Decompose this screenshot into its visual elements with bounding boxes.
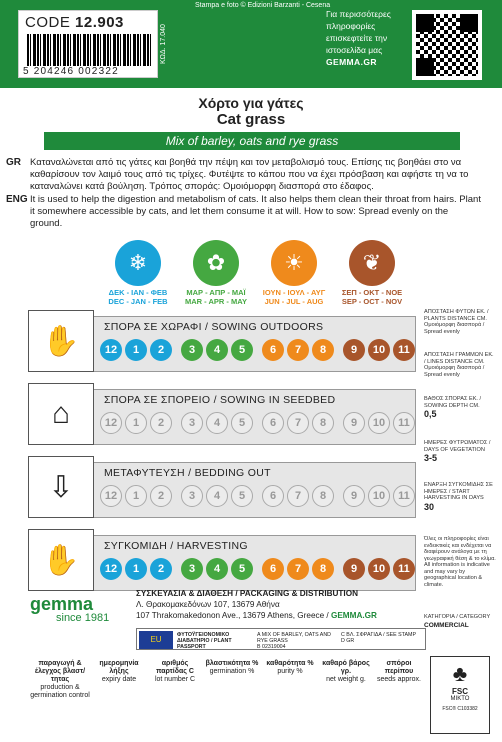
fsc-badge: ♣ FSC ΜΙΚΤΟ FSC® C103382 <box>430 656 490 734</box>
month-circle: 3 <box>181 485 203 507</box>
flower-icon: ✿ <box>193 240 239 286</box>
row-title: ΣΠΟΡΑ ΣΕ ΧΩΡΑΦΙ / SOWING OUTDOORS <box>104 321 324 333</box>
month-circle: 8 <box>312 558 334 580</box>
season-autumn: ❦ ΣΕΠ - ΟΚΤ - ΝΟΕ SEP - OCT - NOV <box>332 240 412 306</box>
description-en: It is used to help the digestion and metabolism of cats. It also helps them clean their throat from hairs. Plant it somewhere accessible by cats, and let them consume it at will. How to sow: Spread evenly on the ground. <box>30 194 481 229</box>
month-circle: 12 <box>100 558 122 580</box>
month-circle: 3 <box>181 412 203 434</box>
title-greek: Χόρτο για γάτες <box>198 95 304 111</box>
sowing-hand-icon: ✋ <box>28 310 94 372</box>
month-circle: 12 <box>100 339 122 361</box>
category: ΚΑΤΗΓΟΡΙΑ / CATEGORY COMMERCIAL <box>424 614 491 629</box>
month-circle: 5 <box>231 412 253 434</box>
month-circle: 6 <box>262 485 284 507</box>
month-circle: 5 <box>231 558 253 580</box>
month-circle: 12 <box>100 485 122 507</box>
season-summer: ☀ ΙΟΥΝ - ΙΟΥΛ - ΑΥΓ JUN - JUL - AUG <box>254 240 334 306</box>
month-circle: 3 <box>181 558 203 580</box>
month-circle: 8 <box>312 485 334 507</box>
footer-expiry: ημερομηνία λήξης expiry date <box>99 660 139 683</box>
info-text: Για περισσότερες πληροφορίες επισκεφτείτε την ιστοσελίδα μας GEMMA.GR <box>326 8 410 68</box>
month-circle: 3 <box>181 339 203 361</box>
month-circle: 4 <box>206 412 228 434</box>
gemma-logo: gemma <box>30 594 94 614</box>
month-circle: 2 <box>150 412 172 434</box>
lang-label-gr: GR <box>6 157 21 168</box>
month-circle: 1 <box>125 485 147 507</box>
month-circle: 2 <box>150 485 172 507</box>
month-circle: 8 <box>312 412 334 434</box>
month-circle: 11 <box>393 485 415 507</box>
plant-distance: ΑΠΟΣΤΑΣΗ ΦΥΤΩΝ ΕΚ. / PLANTS DISTANCE CM. Ομοιόμορφη διασπορά / Spread evenly <box>424 309 489 335</box>
month-circle: 11 <box>393 412 415 434</box>
transplant-icon: ⇩ <box>28 456 94 518</box>
row-panel <box>94 389 416 445</box>
kod-code: ΚΩΔ. 17.040 <box>160 24 167 64</box>
sun-icon: ☀ <box>271 240 317 286</box>
month-circle: 1 <box>125 558 147 580</box>
month-circle: 7 <box>287 412 309 434</box>
days-vegetation: ΗΜΕΡΕΣ ΦΥΤΡΩΜΑΤΟΣ / DAYS OF VEGETATION 3-5 <box>424 440 491 463</box>
season-spring: ✿ ΜΑΡ - ΑΠΡ - ΜΑΪ MAR - APR - MAY <box>176 240 256 306</box>
season-winter: ❄ ΔΕΚ - ΙΑΝ - ΦΕΒ DEC - JAN - FEB <box>98 240 178 306</box>
subtitle-bar: Mix of barley, oats and rye grass <box>44 132 460 150</box>
description-gr: Καταναλώνεται από τις γάτες και βοηθά την πέψη και τον μεταβολισμό τους. Επίσης τις βοηθάει στο να καθαρίσουν τον λαιμό τους από τις τρίχες. Φυτέψτε το κάπου που να έχει πρόσβαση και αφήστε τη να το καταναλώνει κατά βούληση. Τρόπος σποράς: Ομοιόμορφη διασπορά στο έδαφος. <box>30 157 469 192</box>
row-panel <box>94 462 416 518</box>
footer-germination: βλαστικότητα % germination % <box>205 660 259 675</box>
month-circle: 5 <box>231 485 253 507</box>
footer-weight: καθαρό βάρος γρ. net weight g. <box>322 660 370 683</box>
row-title: ΜΕΤΑΦΥΤΕΥΣΗ / BEDDING OUT <box>104 467 271 479</box>
month-circle: 10 <box>368 412 390 434</box>
month-circle: 6 <box>262 339 284 361</box>
barcode-number: 5 204246 002322 <box>23 66 119 77</box>
footer-purity: καθαρότητα % purity % <box>266 660 314 675</box>
barcode-icon <box>27 34 151 66</box>
month-circle: 2 <box>150 558 172 580</box>
month-circle: 7 <box>287 485 309 507</box>
month-circle: 1 <box>125 339 147 361</box>
footer-lot: αριθμός παρτίδας C lot number C <box>154 660 196 683</box>
row-title: ΣΥΓΚΟΜΙΔΗ / HARVESTING <box>104 540 248 552</box>
disclaimer: Όλες οι πληροφορίες είναι ενδεικτικές και ενδέχεται να διαφέρουν ανάλογα με τη γεωγραφική θέση & το κλίμα. All information is indicative and may vary by geographical location & climate. <box>424 536 496 588</box>
calendar-row-1 <box>28 383 416 457</box>
sowing-depth: ΒΑΘΟΣ ΣΠΟΡΑΣ ΕΚ. / SOWING DEPTH CM. 0,5 <box>424 396 482 419</box>
month-circle: 2 <box>150 339 172 361</box>
month-circle: 4 <box>206 485 228 507</box>
seedbed-icon: ⌂ <box>28 383 94 445</box>
month-circle: 8 <box>312 339 334 361</box>
month-circle: 11 <box>393 339 415 361</box>
month-circle: 6 <box>262 412 284 434</box>
barcode-panel <box>18 10 158 78</box>
lang-label-en: ENG <box>6 194 28 205</box>
packaging-info: ΣΥΣΚΕΥΑΣΙΑ & ΔΙΑΘΕΣΗ / PACKAGING & DISTRIBUTION Λ. Θρακομακεδόνων 107, 13679 Αθήνα 107 Thrakomakedonon Ave., 13679 Athens, Greece / GEMMA.GR <box>136 589 377 620</box>
calendar-row-0 <box>28 310 416 384</box>
month-circle: 1 <box>125 412 147 434</box>
plant-passport: EU ΦΥΤΟΫΓΕΙΟΝΟΜΙΚΟ ΔΙΑΒΑΤΗΡΙΟ / PLANT PASSPORT A MIX OF BARLEY, OATS AND RYE GRASS B 02319004 C ΒΛ. ΣΦΡΑΓΙΔΑ / SEE STAMP D GR <box>136 628 426 650</box>
row-panel <box>94 316 416 372</box>
month-circle: 4 <box>206 558 228 580</box>
harvest-hand-icon: ✋ <box>28 529 94 591</box>
month-circle: 11 <box>393 558 415 580</box>
row-panel <box>94 535 416 591</box>
fsc-tree-icon: ♣ <box>452 661 468 686</box>
row-title: ΣΠΟΡΑ ΣΕ ΣΠΟΡΕΙΟ / SOWING IN SEEDBED <box>104 394 336 406</box>
footer-production: παραγωγή & έλεγχος βλαστ/τητας production & germination control <box>30 660 90 699</box>
calendar-row-2 <box>28 456 416 530</box>
month-circle: 9 <box>343 412 365 434</box>
month-circle: 9 <box>343 485 365 507</box>
photo-credit: Stampa e foto © Edizioni Barzanti - Cesena <box>195 2 331 9</box>
month-circle: 7 <box>287 339 309 361</box>
header-band <box>0 0 502 88</box>
title-english: Cat grass <box>216 111 286 128</box>
footer-seeds: σπόροι περίπου seeds approx. <box>377 660 421 683</box>
leaf-icon: ❦ <box>349 240 395 286</box>
month-circle: 7 <box>287 558 309 580</box>
month-circle: 9 <box>343 339 365 361</box>
month-circle: 6 <box>262 558 284 580</box>
month-circle: 5 <box>231 339 253 361</box>
month-circle: 4 <box>206 339 228 361</box>
harvest-days: ΕΝΑΡΞΗ ΣΥΓΚΟΜΙΔΗΣ ΣΕ ΗΜΕΡΕΣ / START HARVESTING IN DAYS 30 <box>424 482 493 512</box>
qr-code-icon[interactable] <box>412 10 482 80</box>
eu-flag-icon: EU <box>139 631 173 649</box>
month-circle: 12 <box>100 412 122 434</box>
month-circle: 9 <box>343 558 365 580</box>
website-link-footer[interactable]: GEMMA.GR <box>330 611 377 620</box>
season-legend <box>98 240 414 304</box>
snowflake-icon: ❄ <box>115 240 161 286</box>
line-distance: ΑΠΟΣΤΑΣΗ ΓΡΑΜΜΩΝ ΕΚ. / LINES DISTANCE CM. Ομοιόμορφη διασπορά / Spread evenly <box>424 352 494 378</box>
since-text: since 1981 <box>56 612 110 624</box>
month-circle: 10 <box>368 339 390 361</box>
website-link[interactable]: GEMMA.GR <box>326 57 377 67</box>
product-code: CODE 12.903 <box>25 14 124 31</box>
month-circle: 10 <box>368 558 390 580</box>
month-circle: 10 <box>368 485 390 507</box>
